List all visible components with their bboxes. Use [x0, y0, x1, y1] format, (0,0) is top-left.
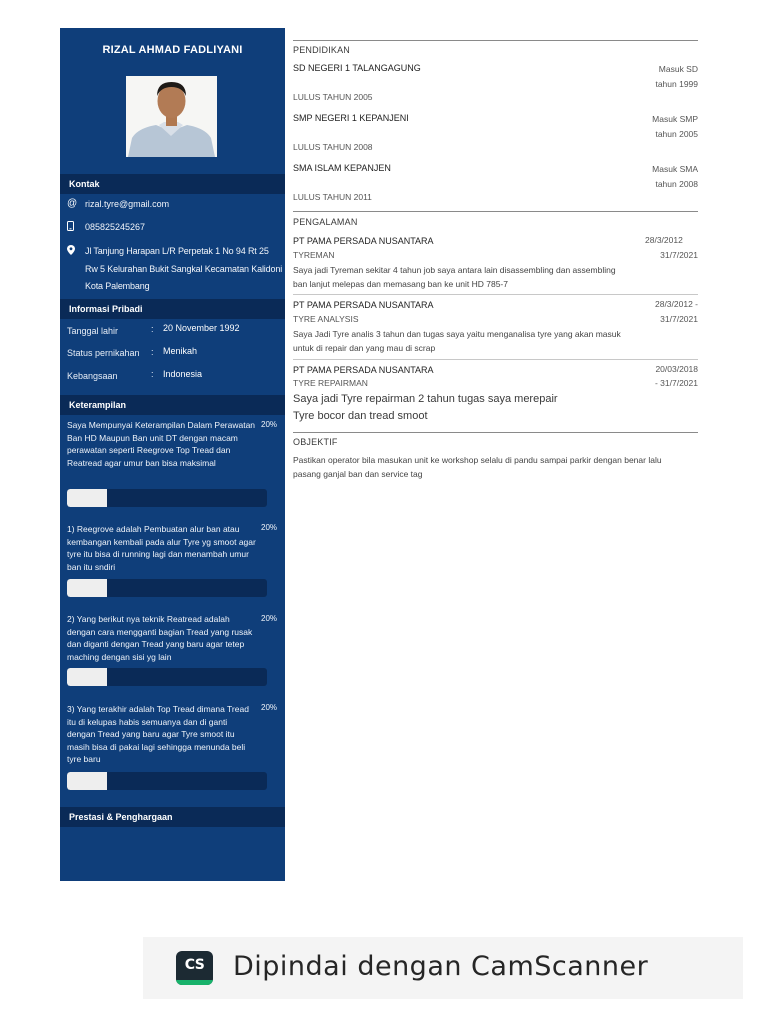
skill-percent: 20%	[261, 614, 278, 623]
scanner-watermark	[143, 937, 743, 999]
scanner-caption: Dipindai dengan CamScanner	[233, 951, 649, 982]
skill-percent: 20%	[261, 420, 278, 429]
contact-email: rizal.tyre@gmail.com	[85, 199, 170, 209]
skill-description: 2) Yang berikut nya teknik Reatread adalah dengan cara mengganti bagian Tread yang rusak dan diganti dengan Tread yang baru agar tetep maching dengan sisi yg lain	[67, 614, 253, 662]
job-period-start: 20/03/2018	[655, 364, 698, 374]
personal-info-section-header: Informasi Pribadi	[60, 299, 285, 319]
company-name: PT PAMA PERSADA NUSANTARA	[293, 300, 434, 310]
phone-icon	[67, 221, 74, 234]
section-divider	[293, 359, 698, 360]
contact-section-header: Kontak	[60, 174, 285, 194]
skill-progress-fill	[67, 668, 107, 686]
skill-description: Saya Mempunyai Keterampilan Dalam Perawatan Ban HD Maupun Ban unit DT dengan macam perawatan seperti Reegrove Top Tread dan Reatread agar umur ban bisa maksimal	[67, 420, 256, 468]
job-description: Tyre bocor dan tread smoot	[293, 410, 428, 422]
skill-progress-bar	[67, 668, 267, 686]
info-label: Status pernikahan	[67, 348, 140, 358]
school-name: SMA ISLAM KEPANJEN	[293, 163, 391, 173]
job-role: TYRE REPAIRMAN	[293, 378, 368, 388]
skill-progress-fill	[67, 772, 107, 790]
info-value-marital-status: Menikah	[163, 346, 198, 356]
experience-title: PENGALAMAN	[293, 217, 358, 227]
objective-text: Pastikan operator bila masukan unit ke workshop selalu di pandu sampai parkir dengan benar lalu pasang ganjal ban dan service tag	[293, 455, 662, 479]
skills-section-header: Keterampilan	[60, 395, 285, 415]
job-period-end: 31/7/2021	[660, 314, 698, 324]
objective-title: OBJEKTIF	[293, 437, 338, 447]
section-divider	[293, 40, 698, 41]
info-colon: :	[151, 369, 154, 379]
skill-progress-fill	[67, 489, 107, 507]
awards-section-header: Prestasi & Penghargaan	[60, 807, 285, 827]
info-label: Tanggal lahir	[67, 326, 119, 336]
info-colon: :	[151, 347, 154, 357]
resume-main	[293, 0, 698, 1024]
at-icon: @	[67, 198, 78, 209]
info-value-nationality: Indonesia	[163, 369, 203, 379]
skill-progress-fill	[67, 579, 107, 597]
info-colon: :	[151, 324, 154, 334]
job-role: TYRE ANALYSIS	[293, 314, 359, 324]
skill-percent: 20%	[261, 703, 278, 712]
school-name: SD NEGERI 1 TALANGAGUNG	[293, 63, 421, 73]
job-role: TYREMAN	[293, 250, 335, 260]
section-divider	[293, 432, 698, 433]
job-period-end: 31/7/2021	[660, 250, 698, 260]
school-graduation: LULUS TAHUN 2008	[293, 142, 373, 152]
section-divider	[293, 294, 698, 295]
section-divider	[293, 211, 698, 212]
company-name: PT PAMA PERSADA NUSANTARA	[293, 365, 434, 375]
education-title: PENDIDIKAN	[293, 45, 351, 55]
school-name: SMP NEGERI 1 KEPANJENI	[293, 113, 409, 123]
skill-progress-bar	[67, 772, 267, 790]
company-name: PT PAMA PERSADA NUSANTARA	[293, 236, 434, 246]
info-label: Kebangsaan	[67, 371, 118, 381]
profile-photo	[126, 76, 217, 157]
job-description: Saya jadi Tyreman sekitar 4 tahun job saya antara lain disassembling dan assembling ban lanjut melepas dan memasang ban ke unit HD 785-7	[293, 265, 616, 289]
skill-progress-bar	[67, 489, 267, 507]
job-period-end: - 31/7/2021	[654, 378, 698, 388]
camscanner-logo-letters: CS	[184, 957, 205, 973]
contact-phone: 085825245267	[85, 222, 146, 232]
job-description: Saya Jadi Tyre analis 3 tahun dan tugas saya yaitu menganalisa tyre yang akan masuk untuk di repair dan yang mau di scrap	[293, 329, 621, 353]
school-entry-year: Masuk SMP tahun 2005	[652, 114, 698, 139]
info-value-birthdate: 20 November 1992	[163, 323, 240, 333]
school-entry-year: Masuk SD tahun 1999	[655, 64, 698, 89]
location-pin-icon	[67, 245, 75, 258]
skill-progress-bar	[67, 579, 267, 597]
job-description: Saya jadi Tyre repairman 2 tahun tugas saya merepair	[293, 393, 558, 405]
resume-sidebar	[60, 28, 285, 881]
camscanner-logo-stripe	[176, 980, 213, 985]
contact-address: Jl Tanjung Harapan L/R Perpetak 1 No 94 Rt 25 Rw 5 Kelurahan Bukit Sangkal Kecamatan Kalidoni Kota Palembang	[85, 246, 283, 291]
school-entry-year: Masuk SMA tahun 2008	[652, 164, 698, 189]
skill-percent: 20%	[261, 523, 278, 532]
job-period-start: 28/3/2012	[645, 235, 683, 245]
job-period-start: 28/3/2012 -	[654, 299, 698, 309]
camscanner-logo	[176, 951, 213, 985]
skill-description: 3) Yang terakhir adalah Top Tread dimana Tread itu di kelupas habis semuanya dan di ganti dengan Tread yang baru agar Tyre smoot itu masih bisa di pakai lagi sehingga menunda beli tyre baru	[67, 704, 249, 764]
school-graduation: LULUS TAHUN 2011	[293, 192, 372, 202]
skill-description: 1) Reegrove adalah Pembuatan alur ban atau kembangan kembali pada alur Tyre yg smoot agar tyre itu bisa di running lagi dan menambah umur ban itu sndiri	[67, 524, 256, 572]
school-graduation: LULUS TAHUN 2005	[293, 92, 373, 102]
candidate-name: RIZAL AHMAD FADLIYANI	[102, 44, 243, 56]
